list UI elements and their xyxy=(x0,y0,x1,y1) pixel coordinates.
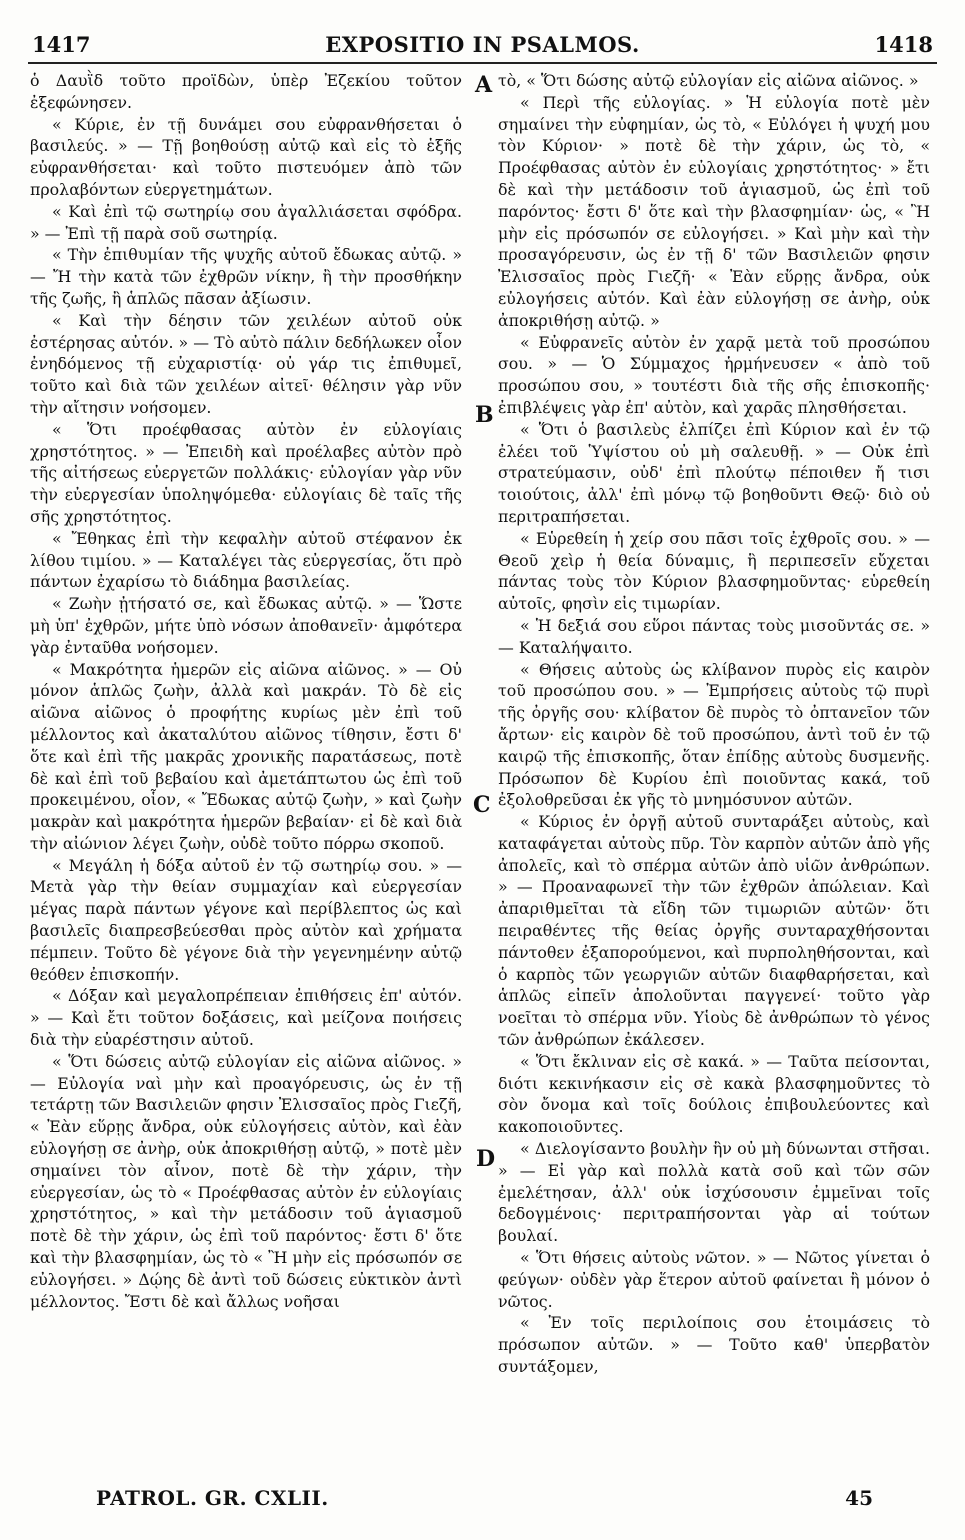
running-title: EXPOSITIO IN PSALMOS. xyxy=(325,32,640,57)
page-footer xyxy=(30,1484,935,1514)
paragraph: « Ἐν τοῖς περιλοίποις σου ἑτοιμάσεις τὸ πρόσωπον αὐτῶν. » — Τοῦτο καθ' ὑπερβατὸν συντάξομεν, xyxy=(498,1313,930,1377)
paragraph: « Τὴν ἐπιθυμίαν τῆς ψυχῆς αὐτοῦ ἔδωκας αὐτῷ. » — Ἤ τὴν κατὰ τῶν ἐχθρῶν νίκην, ἢ τὴν προσθήκην τῆς ζωῆς, ἢ ἁπλῶς πᾶσαν ἀξίωσιν. xyxy=(30,245,462,308)
running-header xyxy=(28,28,937,64)
paragraph: « Κύριε, ἐν τῇ δυνάμει σου εὐφρανθήσεται ὁ βασιλεύς. » — Τῇ βοηθούσῃ αὐτῷ καὶ εἰς τὸ ἑξῆς εὐφρανθήσεται· καὶ τοῦτο πιστευόμεν ἀπὸ τῶν προλαβόντων εὐεργετημάτων. xyxy=(30,114,462,199)
paragraph: « Κύριος ἐν ὀργῇ αὐτοῦ συνταράξει αὐτοὺς, καὶ καταφάγεται αὐτοὺς πῦρ. Τὸν καρπὸν αὐτῶν ἀπὸ γῆς ἀπολεῖς, καὶ τὸ σπέρμα αὐτῶν ἀπὸ υἱῶν ἀνθρώπων. » — Προαναφωνεῖ τὴν τῶν ἐχθρῶν ἀπώλειαν. Καὶ ἀπαριθμεῖται τὰ εἴδη τῶν τιμωριῶν αὐτῶν· ὅτι πειραθέντες τῆς θείας ὀργῆς συνταραχθήσονται πάντοθεν ἐξαπορούμενοι, καὶ πυρποληθήσονται, καὶ ὁ καρπὸς τῶν γεωργιῶν αὐτῶν διαφθαρήσεται, καὶ ἁπλῶς εἰπεῖν ἀπολοῦνται παγγενεί· τοῦτο γὰρ νοεῖται τὸ σπέρμα νῦν. Υἱοὺς δὲ ἀνθρώπων τὸ γένος τῶν ἀνθρώπων ἐκάλεσεν. xyxy=(498,812,930,1050)
paragraph: « Διελογίσαντο βουλὴν ἣν οὐ μὴ δύνωνται στῆσαι. » — Εἰ γὰρ καὶ πολλὰ κατὰ σοῦ καὶ τῶν σῶν ἐμελέτησαν, ἀλλ' οὐκ ἰσχύσουσιν ἐμμεῖναι τοῖς δεδογμένοις· περιτραπήσονται γὰρ αἱ τούτων βουλαί. xyxy=(498,1139,930,1246)
left-column xyxy=(30,70,462,1312)
right-column xyxy=(498,70,930,1378)
paragraph: « Εὑρεθείη ἡ χείρ σου πᾶσι τοῖς ἐχθροῖς σου. » — Θεοῦ χεὶρ ἡ θεία δύναμις, ἣ περιπεσεῖν εὔχεται πάντας τοὺς τὸν Κύριον βλασφημοῦντας· εὑρεθείη αὐτοῖς, φησὶν εἰς τιμωρίαν. xyxy=(498,528,930,614)
margin-letter-c: C xyxy=(473,792,491,818)
paragraph: « Ζωὴν ᾐτήσατό σε, καὶ ἔδωκας αὐτῷ. » — Ὥστε μὴ ὑπ' ἐχθρῶν, μήτε ὑπὸ νόσων ἀποθανεῖν· ἀμφότερα γὰρ ἐνταῦθα νοήσομεν. xyxy=(30,594,462,657)
paragraph: « Περὶ τῆς εὐλογίας. » Ἡ εὐλογία ποτὲ μὲν σημαίνει τὴν εὐφημίαν, ὡς τὸ, « Εὐλόγει ἡ ψυχή μου τὸν Κύριον· » ποτὲ δὲ τὴν χάριν, ὡς τὸ, « Προέφθασας αὐτὸν ἐν εὐλογίαις χρηστότητος· » ἔτι δὲ καὶ τὴν μετάδοσιν τοῦ ἁγιασμοῦ, ὡς ἐπὶ τοῦ παρόντος· ἔστι δ' ὅτε καὶ τὴν βλασφημίαν· ὡς, « Ἢ μὴν εἰς πρόσωπόν σε εὐλογήσει. » Καὶ μὴν καὶ τὴν προσαγόρευσιν, ὡς ἐν τῇ δ' τῶν Βασιλειῶν φησιν Ἐλισσαῖος πρὸς Γιεζῆ· « Ἐὰν εὕρῃς ἄνδρα, οὐκ εὐλογήσεις αὐτόν. Καὶ ἐὰν εὐλογήσῃ σε ἀνὴρ, οὐκ ἀποκριθήσῃ αὐτῷ. » xyxy=(498,92,930,330)
paragraph: « Εὐφρανεῖς αὐτὸν ἐν χαρᾷ μετὰ τοῦ προσώπου σου. » — Ὁ Σύμμαχος ἡρμήνευσεν « ἀπὸ τοῦ προσώπου σου, » τουτέστι διὰ τῆς σῆς ἐπισκοπῆς· ἐπιβλέψεις γὰρ ἐπ' αὐτὸν, καὶ χαρᾶς πλησθήσεται. xyxy=(498,332,930,417)
paragraph: « Ὅτι θήσεις αὐτοὺς νῶτον. » — Νῶτος γίνεται ὁ φεύγων· οὐδὲν γὰρ ἕτερον αὐτοῦ φαίνεται ἢ μόνον ὁ νῶτος. xyxy=(498,1248,930,1311)
paragraph: τὸ, « Ὅτι δώσης αὐτῷ εὐλογίαν εἰς αἰῶνα αἰῶνος. » xyxy=(498,71,919,90)
paragraph: « Ἡ δεξιά σου εὕροι πάντας τοὺς μισοῦντάς σε. » — Καταλήψαιτο. xyxy=(498,615,930,657)
margin-letter-d: D xyxy=(476,1146,496,1172)
paragraph: ὁ Δαυῒδ τοῦτο προϊδὼν, ὑπὲρ Ἐζεκίου τοῦτον ἐξεφώνησεν. xyxy=(30,71,462,112)
left-column-number: 1417 xyxy=(32,32,91,57)
paragraph: « Ὅτι ὁ βασιλεὺς ἐλπίζει ἐπὶ Κύριον καὶ ἐν τῷ ἐλέει τοῦ Ὑψίστου οὐ μὴ σαλευθῇ. » — Οὐκ ἐπὶ στρατεύμασιν, οὐδ' ἐπὶ πλούτῳ πέποιθεν ἤ τισι τοιούτοις, ἀλλ' ἐπὶ μόνῳ τῷ βοηθοῦντι Θεῷ· διὸ οὐ περιτραπήσεται. xyxy=(498,419,930,526)
series-signature: PATROL. GR. CXLII. xyxy=(96,1486,329,1510)
margin-letter-a: A xyxy=(475,72,493,98)
paragraph: « Ὅτι προέφθασας αὐτὸν ἐν εὐλογίαις χρηστότητος. » — Ἐπειδὴ καὶ προέλαβες αὐτὸν πρὸ τῆς αἰτήσεως εὐεργετῶν πολλάκις· εὐλογίαν γὰρ νῦν τὴν εὐεργεσίαν ὑποληψόμεθα· εὐλογίαις δὲ ταῖς τῆς σῆς χρηστότητος. xyxy=(30,419,462,526)
margin-letter-b: B xyxy=(475,402,494,428)
paragraph: « Δόξαν καὶ μεγαλοπρέπειαν ἐπιθήσεις ἐπ' αὐτόν. » — Καὶ ἔτι τοῦτον δοξάσεις, καὶ μείζονα ποιήσεις διὰ τὴν εὐαρέστησιν αὐτοῦ. xyxy=(30,986,462,1050)
paragraph: « Ὅτι δώσεις αὐτῷ εὐλογίαν εἰς αἰῶνα αἰῶνος. » — Εὐλογία ναὶ μὴν καὶ προαγόρευσις, ὡς ἐν τῇ τετάρτῃ τῶν Βασιλειῶν φησιν Ἐλισσαῖος πρὸς Γιεζῆ, « Ἐὰν εὕρῃς ἄνδρα, οὐκ εὐλογήσεις αὐτὸν, καὶ ἐὰν εὐλογήσῃ σε ἀνὴρ, οὐκ ἀποκριθήσῃ αὐτῷ, » ποτὲ μὲν σημαίνει τὸν αἶνον, ποτὲ δὲ τὴν χάριν, τὴν εὐεργεσίαν, ὡς τὸ « Προέφθασας αὐτὸν ἐν εὐλογίαις χρηστότητος, » καὶ τὴν μετάδοσιν τοῦ ἁγιασμοῦ ποτὲ δὲ τὴν χάριν, ὡς ἐπὶ τοῦ παρόντος· ἔστι δ' ὅτε καὶ τὴν βλασφημίαν, ὡς τὸ « Ἢ μὴν εἰς πρόσωπόν σε εὐλογήσει. » Δῴης δὲ ἀντὶ τοῦ δώσεις εὐκτικὸν ἀντὶ μέλλοντος. Ἔστι δὲ καὶ ἄλλως νοῆσαι xyxy=(30,1051,462,1311)
gathering-number: 45 xyxy=(845,1486,873,1510)
paragraph: « Καὶ ἐπὶ τῷ σωτηρίῳ σου ἀγαλλιάσεται σφόδρα. » — Ἐπὶ τῇ παρὰ σοῦ σωτηρίᾳ. xyxy=(30,201,462,243)
paragraph: « Ὅτι ἔκλιναν εἰς σὲ κακά. » — Ταῦτα πείσονται, διότι κεκινήκασιν εἰς σὲ κακὰ βλασφημοῦντες τὸ σὸν ὄνομα καὶ τοῖς δούλοις ἐπιβουλεύοντες καὶ κακοποιοῦντες. xyxy=(498,1051,930,1137)
paragraph: « Ἔθηκας ἐπὶ τὴν κεφαλὴν αὐτοῦ στέφανον ἐκ λίθου τιμίου. » — Καταλέγει τὰς εὐεργεσίας, ὅτι πρὸ πάντων ἐχαρίσω τὸ διάδημα βασιλείας. xyxy=(30,528,462,592)
paragraph: « Θήσεις αὐτοὺς ὡς κλίβανον πυρὸς εἰς καιρὸν τοῦ προσώπου σου. » — Ἐμπρήσεις αὐτοὺς τῷ πυρὶ τῆς ὀργῆς σου· κλίβατον δὲ πυρὸς τὸ ὀπτανεῖον τῶν ἄρτων· εἰς καιρὸν δὲ τοῦ προσώπου, ἀντὶ τοῦ ἐν τῷ καιρῷ τῆς ἐπισκοπῆς, ὅταν ἐπίδῃς αὐτοὺς δυσμενῆς. Πρόσωπον δὲ Κυρίου ἐπὶ ποιοῦντας κακά, τοῦ ἐξολοθρεῦσαι ἐκ γῆς τὸ μνημόσυνον αὐτῶν. xyxy=(498,659,930,810)
paragraph: « Μακρότητα ἡμερῶν εἰς αἰῶνα αἰῶνος. » — Οὐ μόνον ἁπλῶς ζωὴν, ἀλλὰ καὶ μακράν. Τὸ δὲ εἰς αἰῶνα αἰῶνος ὁ προφήτης κυρίως μὲν ἐπὶ τοῦ μέλλοντος καὶ ἀκαταλύτου αἰῶνος τίθησιν, ἔστι δ' ὅτε καὶ ἐπὶ τῆς μακρᾶς χρονικῆς παρατάσεως, ποτὲ δὲ καὶ ἐπὶ τοῦ βεβαίου καὶ ἀμετάπτωτου ὡς ἐπὶ τοῦ προκειμένου, οἷον, « Ἔδωκας αὐτῷ ζωὴν, » καὶ ζωὴν μακρὰν καὶ μακρότητα ἡμερῶν βεβαίαν· εἰ δὲ καὶ διὰ τὴν αἰώνιον λέγει ζωὴν, οὐδὲ τοῦτο πόρρω σκοποῦ. xyxy=(30,659,462,853)
paragraph: « Μεγάλη ἡ δόξα αὐτοῦ ἐν τῷ σωτηρίῳ σου. » — Μετὰ γὰρ τὴν θείαν συμμαχίαν καὶ εὐεργεσίαν μέγας παρὰ πάντων γέγονε καὶ περίβλεπτος ὡς καὶ βασιλεῖς διαπρεσβεύεσθαι πρὸς αὐτὸν καὶ χρήματα πέμπειν. Τοῦτο δὲ γέγονε διὰ τὴν γεγενημένην αὐτῷ θεόθεν ἐπισκοπήν. xyxy=(30,855,462,984)
right-column-number: 1418 xyxy=(874,32,933,57)
paragraph: « Καὶ τὴν δέησιν τῶν χειλέων αὐτοῦ οὐκ ἐστέρησας αὐτόν. » — Τὸ αὐτὸ πάλιν δεδήλωκεν οἷον ἐνηδόμενος τῇ εὐχαριστίᾳ· οὐ γάρ τις ἐπιθυμεῖ, τοῦτο καὶ διὰ τῶν χειλέων αἰτεῖ· θέλησιν γὰρ νῦν τὴν αἴτησιν νοήσομεν. xyxy=(30,310,462,417)
